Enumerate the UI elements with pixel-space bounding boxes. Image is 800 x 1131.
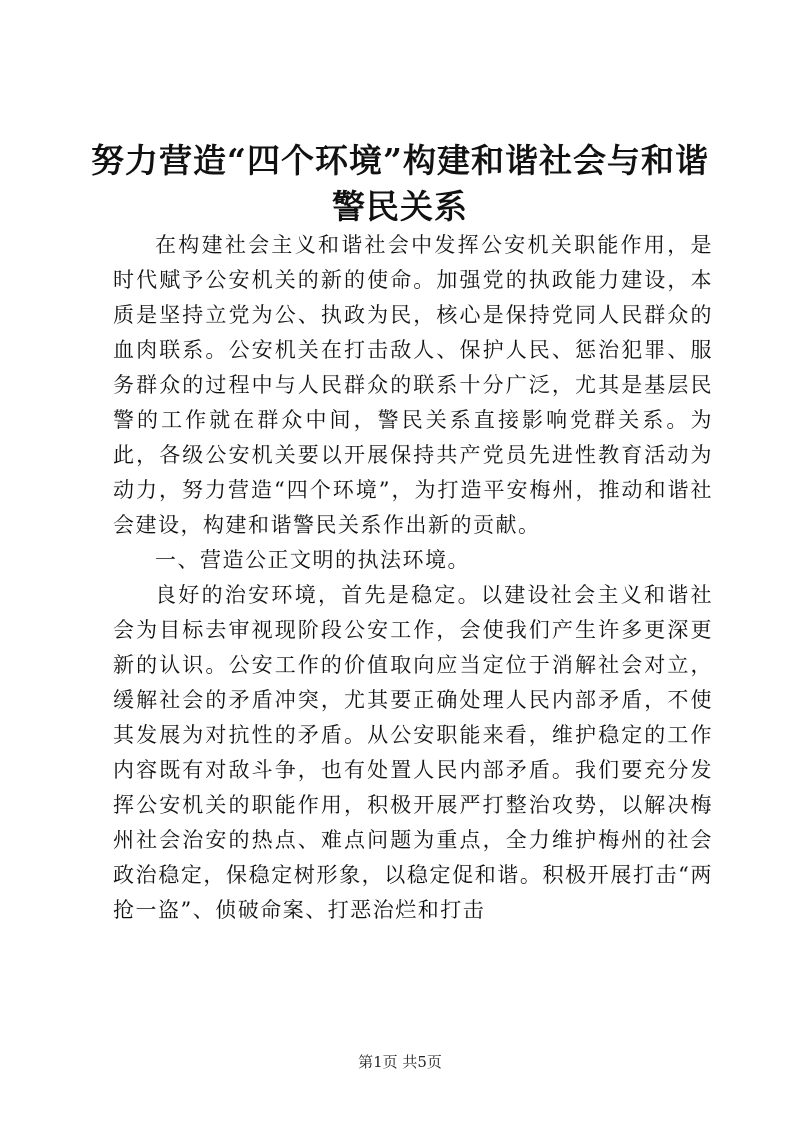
document-body bbox=[113, 228, 713, 928]
document-title: 努力营造“四个环境”构建和谐社会与和谐警民关系 bbox=[91, 141, 709, 226]
section-heading: 一、营造公正文明的执法环境。 bbox=[155, 548, 470, 572]
paragraph-intro: 在构建社会主义和谐社会中发挥公安机关职能作用，是时代赋予公安机关的新的使命。加强党的执政能力建设，本质是坚持立党为公、执政为民，核心是保持党同人民群众的血肉联系。公安机关在打击敌人、保护人民、惩治犯罪、服务群众的过程中与人民群众的联系十分广泛，尤其是基层民警的工作就在群众中间，警民关系直接影响党群关系。为此，各级公安机关要以开展保持共产党员先进性教育活动为动力，努力营造“四个环境”，为打造平安梅州，推动和谐社会建设，构建和谐警民关系作出新的贡献。 bbox=[113, 233, 713, 537]
paragraph-section-1: 良好的治安环境，首先是稳定。以建设社会主义和谐社会为目标去审视现阶段公安工作，会使我们产生许多更深更新的认识。公安工作的价值取向应当定位于消解社会对立，缓解社会的矛盾冲突，尤其要正确处理人民内部矛盾，不使其发展为对抗性的矛盾。从公安职能来看，维护稳定的工作内容既有对敌斗争，也有处置人民内部矛盾。我们要充分发挥公安机关的职能作用，积极开展严打整治攻势，以解决梅州社会治安的热点、难点问题为重点，全力维护梅州的社会政治稳定，保稳定树形象，以稳定促和谐。积极开展打击“两抢一盗”、侦破命案、打恶治烂和打击 bbox=[113, 583, 713, 922]
page-number-footer: 第1页 共5页 bbox=[358, 1053, 442, 1071]
